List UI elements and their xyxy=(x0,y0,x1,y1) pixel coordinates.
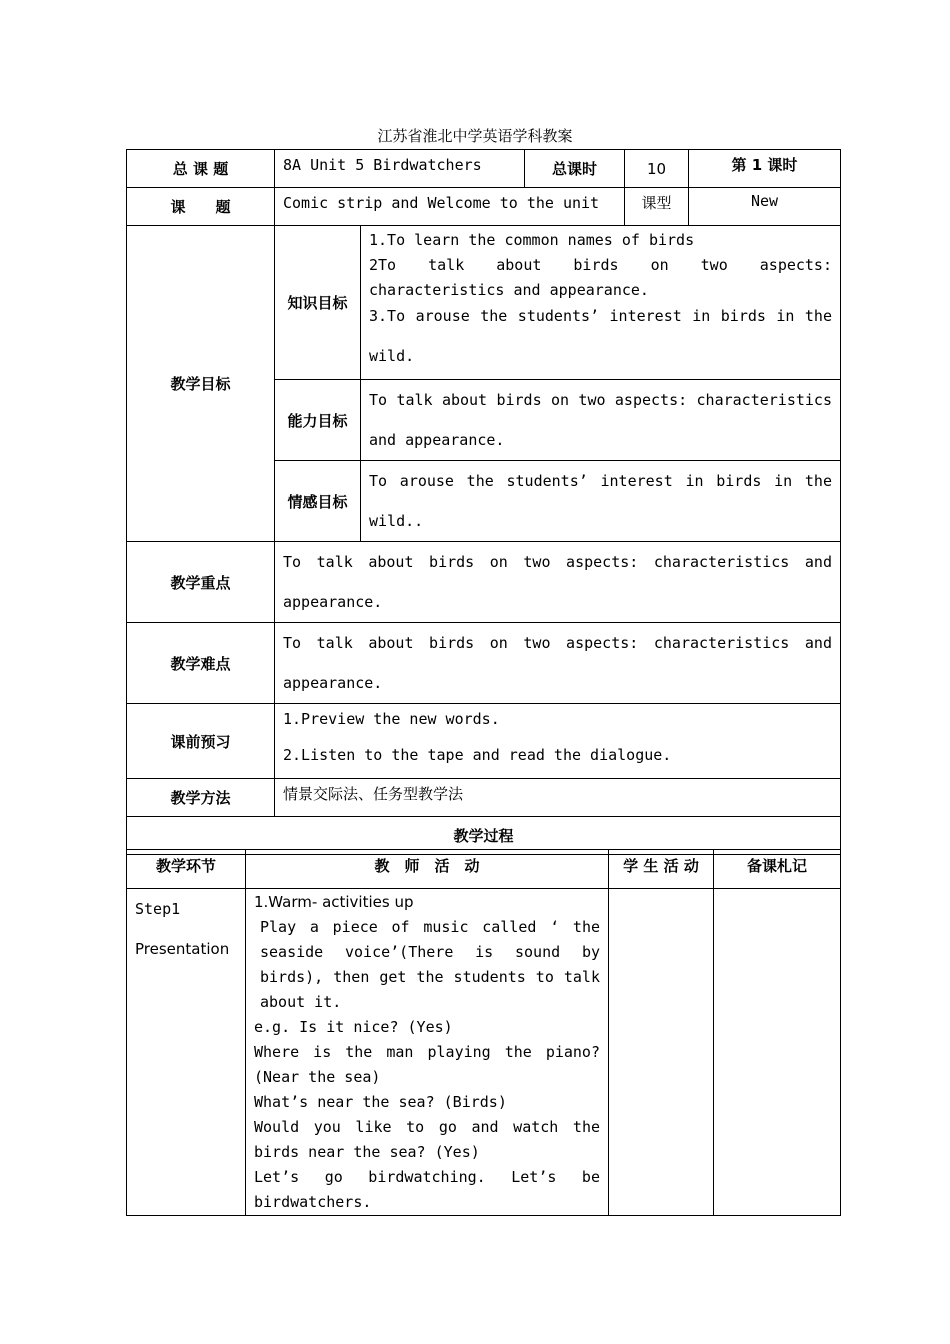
knowledge-objective-text xyxy=(361,226,841,380)
topic-label: 课 题 xyxy=(127,188,275,226)
knowledge-item-3: 3.To arouse the students’ interest in birds in the wild. xyxy=(369,307,832,365)
lesson-info-table xyxy=(126,149,841,855)
total-periods-label: 总课时 xyxy=(525,150,625,188)
col-student-header: 学 生 活 动 xyxy=(609,850,714,889)
topic-value: Comic strip and Welcome to the unit xyxy=(275,188,625,226)
process-title: 教学过程 xyxy=(127,817,841,855)
lesson-type-label: 课型 xyxy=(625,188,689,226)
general-topic-label: 总 课 题 xyxy=(127,150,275,188)
student-activity-cell xyxy=(609,889,714,1216)
preview-item-1: 1.Preview the new words. xyxy=(283,710,500,728)
methods-text: 情景交际法、任务型教学法 xyxy=(275,779,841,817)
warmup-description: Play a piece of music called ‘ the seaside voice’(There is sound by birds), then get the students to talk about it. xyxy=(260,918,600,1011)
step-1-cell xyxy=(127,889,246,1216)
dialogue-line-1: e.g. Is it nice? (Yes) xyxy=(254,1018,453,1036)
key-points-label: 教学重点 xyxy=(127,542,275,623)
step-1-phase: Presentation xyxy=(135,940,230,958)
preview-item-2: 2.Listen to the tape and read the dialogue. xyxy=(283,746,672,764)
period-label: 第 1 课时 xyxy=(689,150,841,188)
dialogue-line-3: What’s near the sea? (Birds) xyxy=(254,1093,507,1111)
ability-objective-text: To talk about birds on two aspects: characteristics and appearance. xyxy=(361,380,841,461)
teacher-activity-cell xyxy=(246,889,609,1216)
total-periods-value: 10 xyxy=(625,150,689,188)
emotion-objective-label: 情感目标 xyxy=(275,461,361,542)
knowledge-item-2: 2To talk about birds on two aspects: characteristics and appearance. xyxy=(369,256,832,299)
preview-label: 课前预习 xyxy=(127,704,275,779)
difficulties-text: To talk about birds on two aspects: characteristics and appearance. xyxy=(275,623,841,704)
col-notes-header: 备课札记 xyxy=(714,850,841,889)
warmup-title: 1.Warm- activities up xyxy=(254,893,414,911)
notes-cell xyxy=(714,889,841,1216)
ability-objective-label: 能力目标 xyxy=(275,380,361,461)
methods-label: 教学方法 xyxy=(127,779,275,817)
general-topic-value: 8A Unit 5 Birdwatchers xyxy=(275,150,525,188)
key-points-text: To talk about birds on two aspects: characteristics and appearance. xyxy=(275,542,841,623)
col-stage-header: 教学环节 xyxy=(127,850,246,889)
knowledge-item-1: 1.To learn the common names of birds xyxy=(369,231,695,249)
knowledge-objective-label: 知识目标 xyxy=(275,226,361,380)
dialogue-line-2: Where is the man playing the piano? (Near the sea) xyxy=(254,1043,600,1086)
dialogue-line-4: Would you like to go and watch the birds near the sea? (Yes) xyxy=(254,1118,600,1161)
document-title: 江苏省淮北中学英语学科教案 xyxy=(377,127,573,145)
col-teacher-header: 教 师 活 动 xyxy=(246,850,609,889)
objectives-label: 教学目标 xyxy=(127,226,275,542)
emotion-objective-text: To arouse the students’ interest in birds in the wild.. xyxy=(361,461,841,542)
difficulties-label: 教学难点 xyxy=(127,623,275,704)
dialogue-line-5: Let’s go birdwatching. Let’s be birdwatchers. xyxy=(254,1168,600,1211)
lesson-type-value: New xyxy=(689,188,841,226)
step-1-label: Step1 xyxy=(135,900,181,918)
process-table xyxy=(126,849,841,1216)
preview-text xyxy=(275,704,841,779)
